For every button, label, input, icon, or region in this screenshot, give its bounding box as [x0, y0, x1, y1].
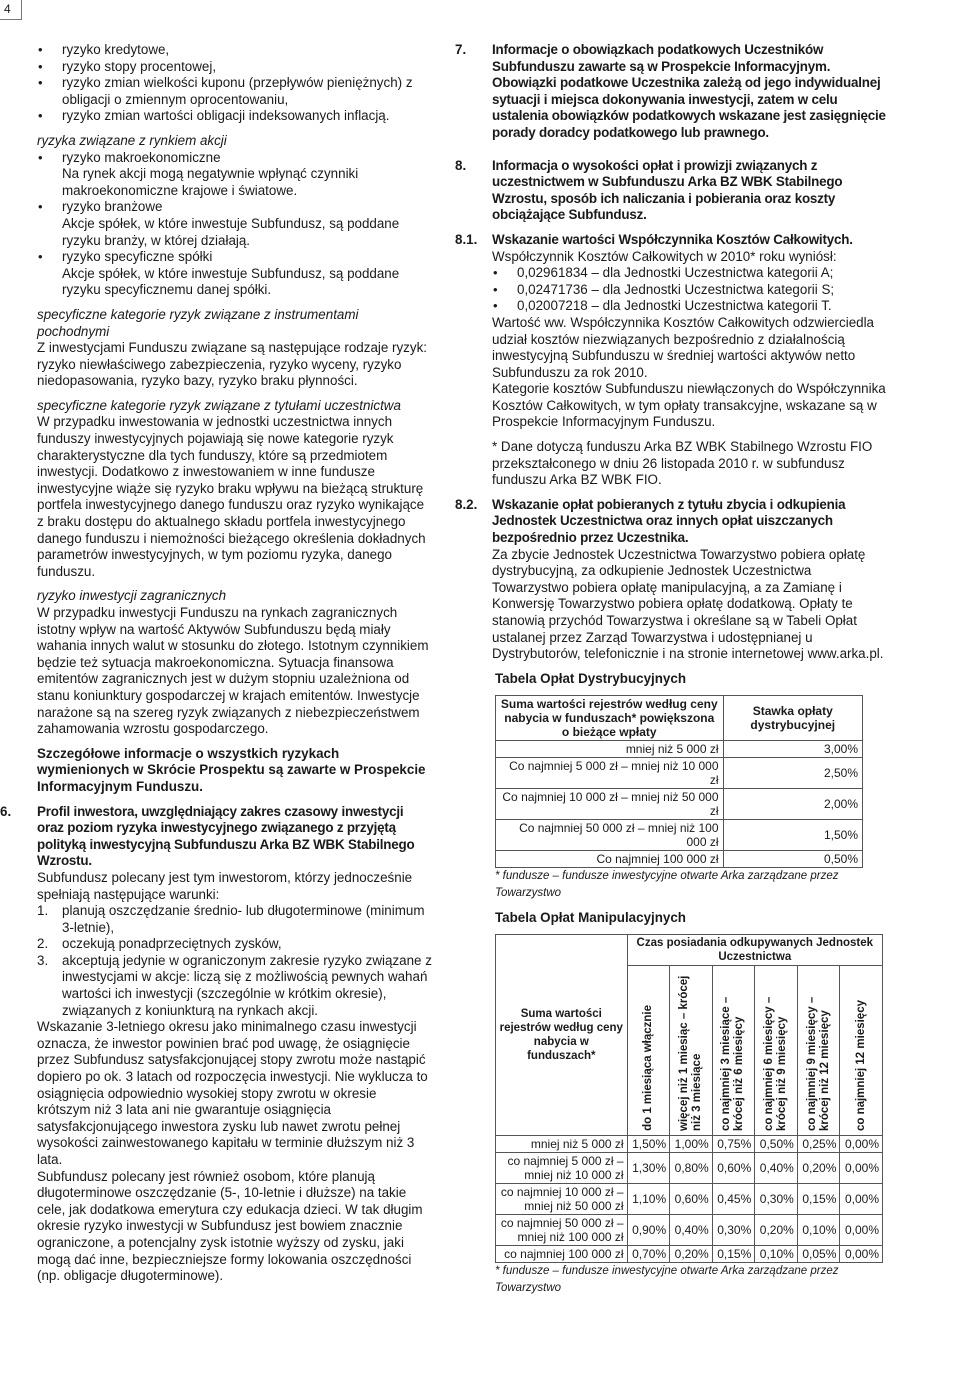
- left-column: [0, 42, 432, 1285]
- handling-fee-table-title: Tabela Opłat Manipulacyjnych: [495, 909, 686, 925]
- list-item: • 0,02961834 – dla Jednostki Uczestnictwa kategorii A;: [492, 265, 887, 282]
- column-header-text: więcej niż 1 miesiąc – krócej niż 3 miesiące: [677, 975, 703, 1132]
- distribution-fee-table-title: Tabela Opłat Dystrybucyjnych: [495, 670, 686, 686]
- table-cell: 0,40%: [755, 1153, 798, 1184]
- table-cell: 0,00%: [840, 1153, 883, 1184]
- column-group-header: Czas posiadania odkupywanych Jednostek Uczestnictwa: [627, 935, 882, 966]
- table-cell: 2,00%: [723, 789, 862, 820]
- item-text: oczekują ponadprzeciętnych zysków,: [62, 936, 282, 952]
- risk-text: Akcje spółek, w które inwestuje Subfundusz, są poddane ryzyku specyficznemu danej spółki.: [62, 265, 400, 298]
- section-8-2-text: Za zbycie Jednostek Uczestnictwa Towarzystwo pobiera opłatę dystrybucyjną, za odkupienie Jednostek Uczestnictwa Towarzystwo pobiera opłatę manipulacyjną, a za Zamianę i Konwersję Towarzystwo pobiera opłatę dodatkową. Opłaty te stanowią przychód Towarzystwa i określane są w Tabeli Opłat ustalanej przez Zarząd Towarzystwa i udostępnianej u Dystrybutorów, telefonicznie i na stronie internetowej www.arka.pl.: [492, 546, 884, 662]
- table-cell: 0,30%: [712, 1215, 755, 1246]
- distribution-table-footnote: * fundusze – fundusze inwestycyjne otwarte Arka zarządzane przez Towarzystwo: [495, 870, 839, 899]
- table-cell: 0,25%: [797, 1136, 840, 1153]
- risk-text: Akcje spółek, w które inwestuje Subfundusz, są poddane ryzyku branży, w której działają.: [62, 215, 400, 248]
- ter-footnote: * Dane dotyczą funduszu Arka BZ WBK Stabilnego Wzrostu FIO przekształconego w dniu 26 listopada 2010 r. w subfundusz funduszu Arka BZ WBK FIO.: [492, 439, 873, 488]
- table-cell: 0,05%: [797, 1246, 840, 1263]
- section-title: Profil inwestora, uwzględniający zakres czasowy inwestycji oraz poziom ryzyka inwestycyjnego związanego z przyjętą polityką inwestycyjną Subfunduszu Arka BZ WBK Stabilnego Wzrostu.: [37, 803, 415, 869]
- table-cell: 0,20%: [797, 1153, 840, 1184]
- handling-table-footnote: * fundusze – fundusze inwestycyjne otwarte Arka zarządzane przez Towarzystwo: [495, 1265, 839, 1294]
- column-header: [797, 966, 840, 1136]
- table-cell: mniej niż 5 000 zł: [496, 1136, 628, 1153]
- item-text: planują oszczędzanie średnio- lub długoterminowe (minimum 3-letnie),: [62, 903, 425, 935]
- table-cell: 0,60%: [670, 1184, 713, 1215]
- equity-risk-list-2: [37, 199, 432, 216]
- column-header: Stawka opłaty dystrybucyjnej: [723, 696, 862, 741]
- list-item: [37, 150, 432, 167]
- section-8-2-heading: [455, 497, 887, 547]
- risk-title: ryzyko specyficzne spółki: [62, 249, 213, 265]
- column-header-text: co najmniej 9 miesięcy – krócej niż 12 miesięcy: [805, 996, 831, 1132]
- column-header-text: co najmniej 6 miesięcy – krócej niż 9 miesięcy: [763, 996, 789, 1132]
- list-item: [37, 936, 432, 953]
- table-row: [496, 741, 863, 758]
- equity-risk-list: [37, 150, 432, 167]
- table-cell: 0,10%: [797, 1215, 840, 1246]
- section-number: 7.: [455, 42, 467, 57]
- section-title: Wskazanie wartości Współczynnika Kosztów Całkowitych.: [492, 231, 853, 247]
- table-cell: 0,15%: [712, 1246, 755, 1263]
- table-row: [496, 1184, 883, 1215]
- table-cell: 0,30%: [755, 1184, 798, 1215]
- risk-title: ryzyko makroekonomiczne: [62, 149, 221, 165]
- equity-risk-list-3: [37, 249, 432, 266]
- table-header-row: [496, 696, 863, 741]
- list-item: [37, 903, 432, 936]
- list-item: • ryzyko kredytowe,: [37, 42, 432, 59]
- table-row: [496, 758, 863, 789]
- section-6-intro: Subfundusz polecany jest tym inwestorom, którzy jednocześnie spełniają następujące warunki:: [37, 869, 413, 902]
- page-number: 4: [0, 0, 22, 20]
- section-text: Informacje o obowiązkach podatkowych Uczestników Subfunduszu zawarte są w Prospekcie Informacyjnym. Obowiązki podatkowe Uczestnika zależą od jego indywidualnej sytuacji i miejsca dokonywania inwestycji, zatem w celu ustalenia obowiązków podatkowych wskazane jest zasięgnięcie porady doradcy podatkowego lub prawnego.: [492, 42, 886, 140]
- ter-intro: Współczynnik Kosztów Całkowitych w 2010* roku wyniósł:: [492, 248, 837, 264]
- table-row: [496, 789, 863, 820]
- section-8-1-body: [455, 249, 887, 489]
- table-cell: 0,20%: [755, 1215, 798, 1246]
- table-row: [496, 1215, 883, 1246]
- debt-risk-list: [37, 42, 432, 125]
- list-item: [37, 249, 432, 266]
- column-header-text: co najmniej 12 miesięcy: [854, 1000, 867, 1132]
- section-6-paragraph-2: Subfundusz polecany jest również osobom, które planują długoterminowe oszczędzanie (5-, 10-letnie i dłuższe) na takie cele, jak dodatkowa emerytura czy edukacja dzieci. W tak długim okresie ryzyko inwestycji w Subfundusz jest bowiem znacznie ograniczone, a potencjalny zysk istotnie wyższy od zysku, jaki mogą dać inne, bezpieczniejsze formy lokowania oszczędności (np. obligacje długoterminowe).: [37, 1168, 423, 1284]
- table-cell: 1,30%: [627, 1153, 670, 1184]
- table-cell: Co najmniej 5 000 zł – mniej niż 10 000 zł: [496, 758, 724, 789]
- table-cell: mniej niż 5 000 zł: [496, 741, 724, 758]
- table-cell: 0,00%: [840, 1246, 883, 1263]
- right-column: [455, 42, 887, 1296]
- risk-details-note: Szczegółowe informacje o wszystkich ryzykach wymienionych w Skrócie Prospektu są zawarte w Prospekcie Informacyjnym Funduszu.: [37, 745, 426, 794]
- units-risk-text: W przypadku inwestowania w jednostki uczestnictwa innych funduszy inwestycyjnych pojawiają się nowe kategorie ryzyk charakterystyczne dla tych funduszy, które są przedmiotem inwestycji. Dodatkowo z inwestowaniem w inne fundusze inwestycyjne wiąże się ryzyko braku wpływu na bieżącą strukturę portfela inwestycyjnego danego funduszu oraz ryzyko wynikające z braku dostępu do aktualnego składu portfela inwestycyjnego danego funduszu i niemożności bieżącego określenia dokładnych parametrów inwestycyjnych, w tym poziomu ryzyka, danego funduszu.: [37, 414, 426, 579]
- section-8: [455, 158, 887, 224]
- list-item: • 0,02471736 – dla Jednostki Uczestnictwa kategorii S;: [492, 282, 887, 299]
- column-header: [755, 966, 798, 1136]
- list-item: [37, 953, 432, 1019]
- column-header-text: co najmniej 3 miesiące – krócej niż 6 miesięcy: [720, 996, 746, 1132]
- list-item: • 0,02007218 – dla Jednostki Uczestnictwa kategorii T.: [492, 298, 887, 315]
- section-number: 8.2.: [455, 496, 478, 512]
- item-number: 2.: [37, 936, 49, 952]
- derivatives-risk-text: Z inwestycjami Funduszu związane są następujące rodzaje ryzyk: ryzyko niewłaściwego zabezpieczenia, ryzyko wyceny, ryzyko niedopasowania, ryzyko bazy, ryzyko braku płynności.: [37, 340, 427, 389]
- column-header: Suma wartości rejestrów według ceny nabycia w funduszach* powiększona o bieżące wpłaty: [496, 696, 724, 741]
- table-row: [496, 1153, 883, 1184]
- list-item: [37, 199, 432, 216]
- section-title: Wskazanie opłat pobieranych z tytułu zbycia i odkupienia Jednostek Uczestnictwa oraz innych opłat uiszczanych bezpośrednio przez Uczestnika.: [492, 496, 846, 546]
- table-cell: co najmniej 10 000 zł – mniej niż 50 000 zł: [496, 1184, 628, 1215]
- table-cell: 0,60%: [712, 1153, 755, 1184]
- table-cell: 0,50%: [723, 851, 862, 868]
- table-row: [496, 851, 863, 868]
- table-header-row: [496, 935, 883, 966]
- table-cell: 0,00%: [840, 1136, 883, 1153]
- item-number: 3.: [37, 952, 49, 968]
- column-header: Suma wartości rejestrów według ceny nabycia w funduszach*: [496, 935, 628, 1136]
- table-cell: 0,90%: [627, 1215, 670, 1246]
- units-risk-heading: specyficzne kategorie ryzyk związane z tytułami uczestnictwa: [37, 397, 401, 413]
- item-number: 1.: [37, 903, 49, 919]
- column-header-text: do 1 miesiąca włącznie: [641, 1005, 654, 1132]
- distribution-fee-table: [495, 695, 863, 868]
- table-row: [496, 1136, 883, 1153]
- section-number: 8.1.: [455, 231, 478, 247]
- table-cell: 0,00%: [840, 1184, 883, 1215]
- section-number: 8.: [455, 157, 467, 173]
- column-header: [712, 966, 755, 1136]
- table-cell: co najmniej 100 000 zł: [496, 1246, 628, 1263]
- table-cell: 1,50%: [723, 820, 862, 851]
- ter-paragraph-1: Wartość ww. Współczynnika Kosztów Całkowitych odzwierciedla udział kosztów niezwiązanych bezpośrednio z działalnością inwestycyjną Subfunduszu w średniej wartości aktywów netto Subfunduszu za rok 2010.: [492, 314, 875, 380]
- table-cell: 0,15%: [797, 1184, 840, 1215]
- item-text: akceptują jedynie w ograniczonym zakresie ryzyko związane z inwestycjami w akcje: liczą się z możliwością pewnych wahań wartości ich inwestycji (szczególnie w krótkim okresie), związanych z koniunkturą na rynkach akcji.: [62, 952, 432, 1018]
- table-cell: co najmniej 5 000 zł – mniej niż 10 000 zł: [496, 1153, 628, 1184]
- table-cell: Co najmniej 10 000 zł – mniej niż 50 000 zł: [496, 789, 724, 820]
- investor-conditions-list: [37, 903, 432, 1019]
- table-cell: 2,50%: [723, 758, 862, 789]
- table-cell: 1,00%: [670, 1136, 713, 1153]
- risk-text: Na rynek akcji mogą negatywnie wpłynąć czynniki makroekonomiczne krajowe i światowe.: [62, 166, 359, 198]
- equity-risk-heading: ryzyka związane z rynkiem akcji: [37, 132, 227, 148]
- table-cell: 0,10%: [755, 1246, 798, 1263]
- table-cell: 0,20%: [670, 1246, 713, 1263]
- table-cell: 0,75%: [712, 1136, 755, 1153]
- foreign-risk-text: W przypadku inwestycji Funduszu na rynkach zagranicznych istotny wpływ na wartość Aktywów Subfunduszu będą miały wahania innych walut w stosunku do złotego. Istotnym czynnikiem będzie też sytuacja makroekonomiczna. Sytuacja finansowa emitentów zagranicznych jest w dużym stopniu uzależniona od stanu koniunktury gospodarczej w krajach emitentów. Inwestycje narażone są na szereg ryzyk związanych z niebezpieczeństwem zahamowania wzrostu gospodarczego.: [37, 605, 429, 737]
- ter-list: [492, 265, 887, 315]
- table-cell: 0,45%: [712, 1184, 755, 1215]
- table-cell: 1,50%: [627, 1136, 670, 1153]
- table-cell: Co najmniej 100 000 zł: [496, 851, 724, 868]
- section-6-paragraph-1: Wskazanie 3-letniego okresu jako minimalnego czasu inwestycji oznacza, że inwestor powinien brać pod uwagę, że osiągnięcie przez Subfundusz satysfakcjonującej stopy zwrotu może nastąpić dopiero po ok. 3 latach od rozpoczęcia inwestycji. Nie wyklucza to osiągnięcia odpowiednio wysokiej stopy zwrotu w okresie krótszym niż 3 lata ani nie gwarantuje osiągnięcia satysfakcjonującego inwestora zysku lub nawet zwrotu pełnej wysokości zainwestowanego kapitału w terminie dłuższym niż 3 lata.: [37, 1019, 428, 1167]
- section-8-1-heading: [455, 232, 887, 249]
- column-header: [627, 966, 670, 1136]
- table-cell: 3,00%: [723, 741, 862, 758]
- section-6-heading: [0, 804, 432, 870]
- table-cell: Co najmniej 50 000 zł – mniej niż 100 000 zł: [496, 820, 724, 851]
- section-number: 6.: [0, 803, 12, 819]
- column-header: [670, 966, 713, 1136]
- table-row: [496, 1246, 883, 1263]
- table-cell: 0,70%: [627, 1246, 670, 1263]
- list-item: • ryzyko zmian wartości obligacji indeksowanych inflacją.: [37, 108, 432, 125]
- table-cell: 0,80%: [670, 1153, 713, 1184]
- handling-fee-table: [495, 934, 883, 1263]
- risk-title: ryzyko branżowe: [62, 199, 163, 215]
- table-cell: 0,00%: [840, 1215, 883, 1246]
- table-cell: 0,50%: [755, 1136, 798, 1153]
- section-title: Informacja o wysokości opłat i prowizji związanych z uczestnictwem w Subfunduszu Arka BZ WBK Stabilnego Wzrostu, sposób ich naliczania i pobierania oraz koszty obciążające Subfundusz.: [492, 157, 843, 223]
- list-item: • ryzyko stopy procentowej,: [37, 59, 432, 76]
- ter-paragraph-2: Kategorie kosztów Subfunduszu niewłączonych do Współczynnika Kosztów Całkowitych, w tym opłaty transakcyjne, wskazane są w Prospekcie Informacyjnym Funduszu.: [492, 381, 886, 430]
- list-item: • ryzyko zmian wielkości kuponu (przepływów pieniężnych) z obligacji o zmiennym oprocentowaniu,: [37, 75, 432, 108]
- section-7: [455, 42, 887, 142]
- foreign-risk-heading: ryzyko inwestycji zagranicznych: [37, 588, 227, 604]
- column-header: [840, 966, 883, 1136]
- table-row: [496, 820, 863, 851]
- derivatives-risk-heading: specyficzne kategorie ryzyk związane z instrumentami pochodnymi: [37, 306, 359, 339]
- table-cell: 1,10%: [627, 1184, 670, 1215]
- table-cell: 0,40%: [670, 1215, 713, 1246]
- table-cell: co najmniej 50 000 zł – mniej niż 100 000 zł: [496, 1215, 628, 1246]
